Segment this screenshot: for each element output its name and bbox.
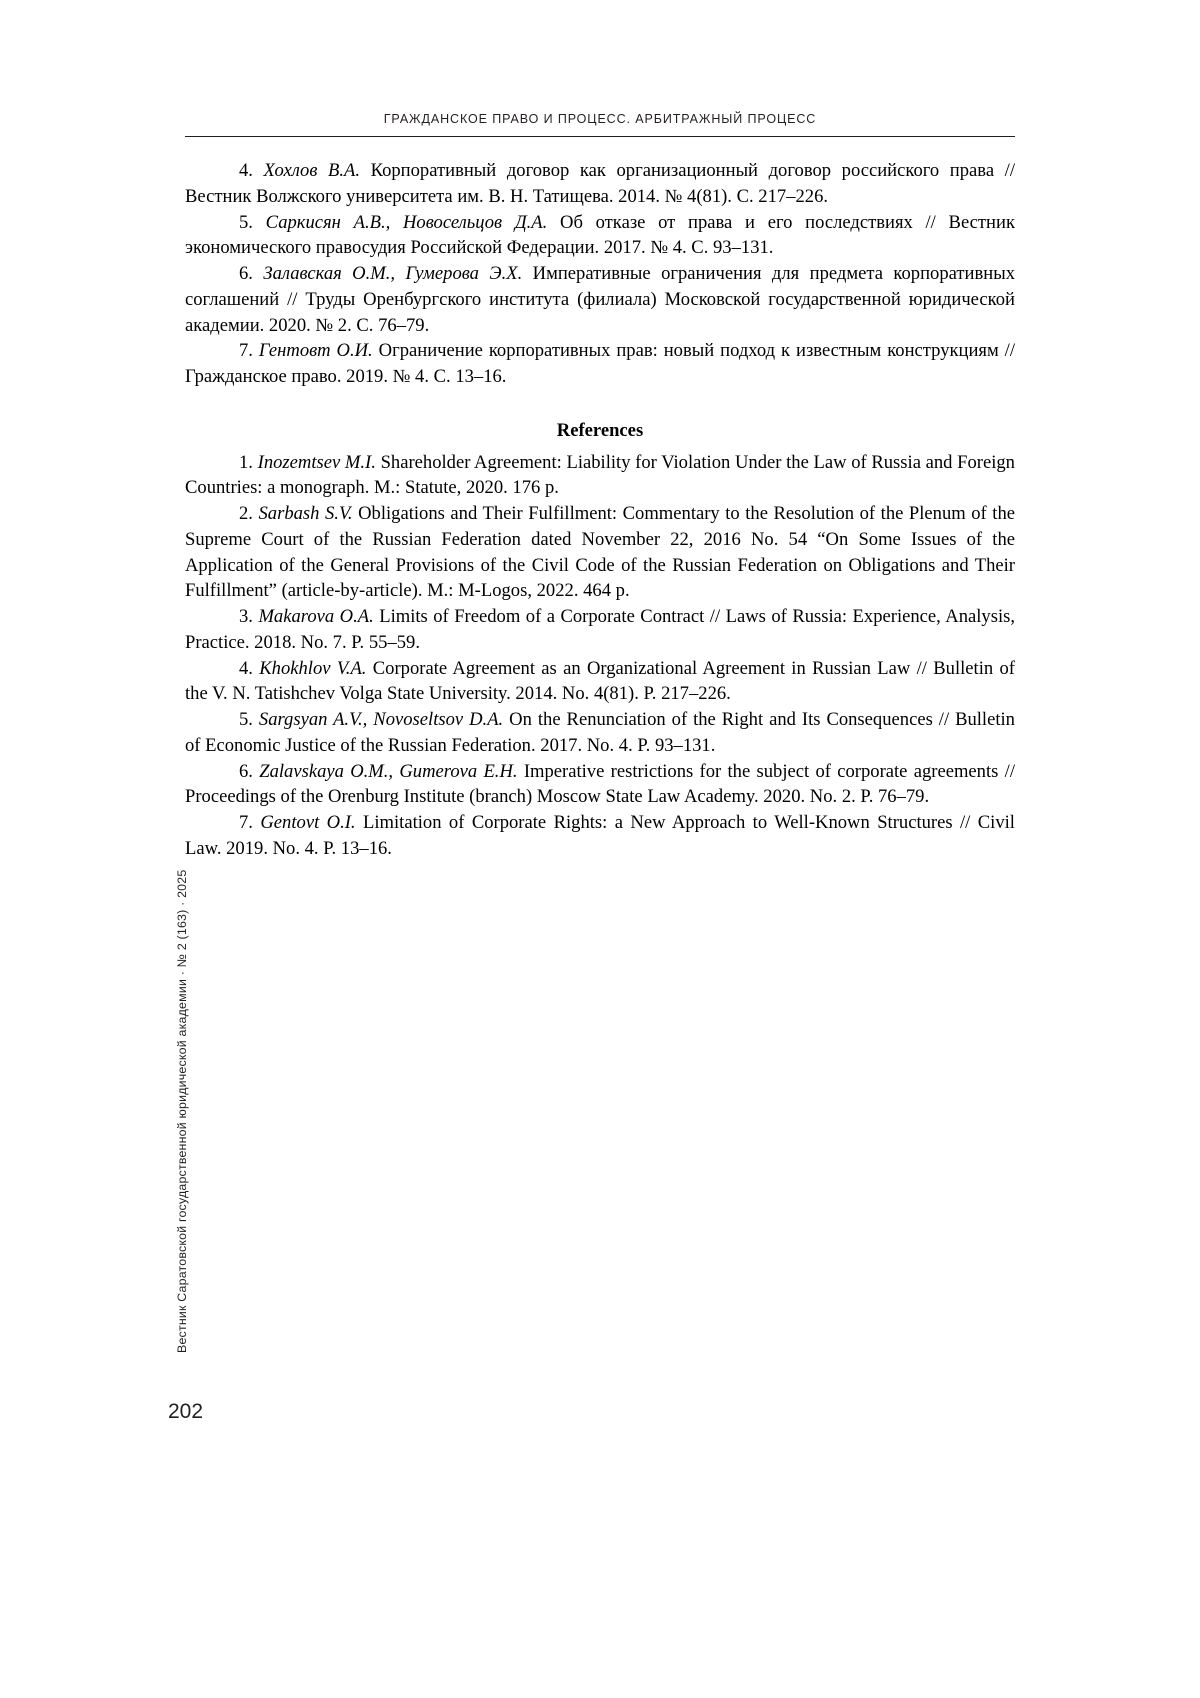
reference-item-authors: Sargsyan A.V., Novoseltsov D.A.	[258, 709, 504, 730]
reference-item-text: Obligations and Their Fulfillment: Commentary to the Resolution of the Plenum of the Supreme Court of the Russian Federation dated November 22, 2016 No. 54 “On Some Issues of the Application of the General Provisions of the Civil Code of the Russian Federation on Obligations and Their Fulfillment” (article-by-article). M.: M-Logos, 2022. 464 p.	[185, 503, 1015, 602]
reference-item-authors: Sarbash S.V.	[258, 503, 353, 524]
running-head: ГРАЖДАНСКОЕ ПРАВО И ПРОЦЕСС. АРБИТРАЖНЫЙ ПРОЦЕСС	[383, 112, 817, 126]
bibliography-item-text: Императивные ограничения для предмета корпоративных соглашений // Труды Оренбургского института (филиала) Московской государственной юридической академии. 2020. № 2. С. 76–79.	[185, 263, 1015, 336]
reference-item-text: Imperative restrictions for the subject of corporate agreements // Proceedings of the Orenburg Institute (branch) Moscow State Law Academy. 2020. No. 2. P. 76–79.	[185, 760, 1015, 808]
reference-item	[185, 707, 1015, 759]
reference-item	[185, 810, 1015, 862]
bibliography-item-text: Корпоративный договор как организационный договор российского права // Вестник Волжского университета им. В. Н. Татищева. 2014. № 4(81). С. 217–226.	[185, 160, 1015, 207]
bibliography-item	[185, 338, 1015, 390]
bibliography-item	[185, 158, 1015, 210]
reference-item-number: 2.	[239, 503, 253, 524]
page-number: 202	[168, 1400, 204, 1423]
reference-item-authors: Gentovt O.I.	[260, 812, 356, 833]
bibliography-item	[185, 210, 1015, 262]
bibliography-item-text: Об отказе от права и его последствиях // Вестник экономического правосудия Российской Федерации. 2017. № 4. С. 93–131.	[185, 211, 1015, 259]
bibliography-item-authors: Хохлов В.А.	[263, 160, 361, 181]
bibliography-item-authors: Залавская О.М., Гумерова Э.Х.	[263, 263, 523, 284]
bibliography-item-number: 4.	[239, 160, 253, 181]
reference-item	[185, 656, 1015, 708]
bibliography-item-number: 6.	[239, 263, 253, 284]
reference-item-authors: Inozemtsev M.I.	[257, 451, 376, 473]
reference-item-text: Limits of Freedom of a Corporate Contract // Laws of Russia: Experience, Analysis, Practice. 2018. No. 7. P. 55–59.	[185, 606, 1015, 653]
reference-item-text: Shareholder Agreement: Liability for Violation Under the Law of Russia and Foreign Countries: a monograph. M.: Statute, 2020. 176 p.	[185, 451, 1015, 499]
reference-item-number: 7.	[239, 812, 253, 833]
reference-item-text: On the Renunciation of the Right and Its Consequences // Bulletin of Economic Justice of the Russian Federation. 2017. No. 4. P. 93–131.	[185, 709, 1015, 756]
reference-item-number: 6.	[239, 760, 253, 782]
reference-item	[185, 450, 1015, 502]
reference-item-text: Limitation of Corporate Rights: a New Approach to Well-Known Structures // Civil Law. 2019. No. 4. P. 13–16.	[185, 812, 1015, 859]
text-column	[185, 158, 1015, 862]
reference-item-number: 3.	[239, 606, 253, 627]
spine-running-title: Вестник Саратовской государственной юридической академии · № 2 (163) · 2025	[175, 869, 189, 1353]
bibliography-item-text: Ограничение корпоративных прав: новый подход к известным конструкциям // Гражданское право. 2019. № 4. С. 13–16.	[185, 340, 1016, 387]
reference-item	[185, 759, 1015, 811]
reference-item-number: 1.	[239, 451, 253, 473]
references-heading: References	[556, 419, 644, 441]
reference-item-number: 4.	[239, 657, 253, 679]
reference-item-authors: Khokhlov V.A.	[259, 657, 367, 679]
reference-item-authors: Zalavskaya O.M., Gumerova E.H.	[259, 760, 518, 782]
reference-item	[185, 604, 1015, 656]
reference-item-text: Corporate Agreement as an Organizational Agreement in Russian Law // Bulletin of the V. N. Tatishchev Volga State University. 2014. No. 4(81). P. 217–226.	[185, 657, 1015, 705]
reference-item-authors: Makarova O.A.	[258, 606, 374, 627]
reference-item-number: 5.	[239, 709, 253, 730]
reference-item	[185, 501, 1015, 604]
bibliography-item-authors: Саркисян А.В., Новосельцов Д.А.	[265, 211, 548, 233]
bibliography-item-number: 5.	[239, 211, 253, 233]
header-divider	[185, 136, 1015, 137]
bibliography-item-number: 7.	[239, 340, 253, 362]
bibliography-item-authors: Гентовт О.И.	[258, 340, 373, 362]
bibliography-item	[185, 261, 1015, 338]
